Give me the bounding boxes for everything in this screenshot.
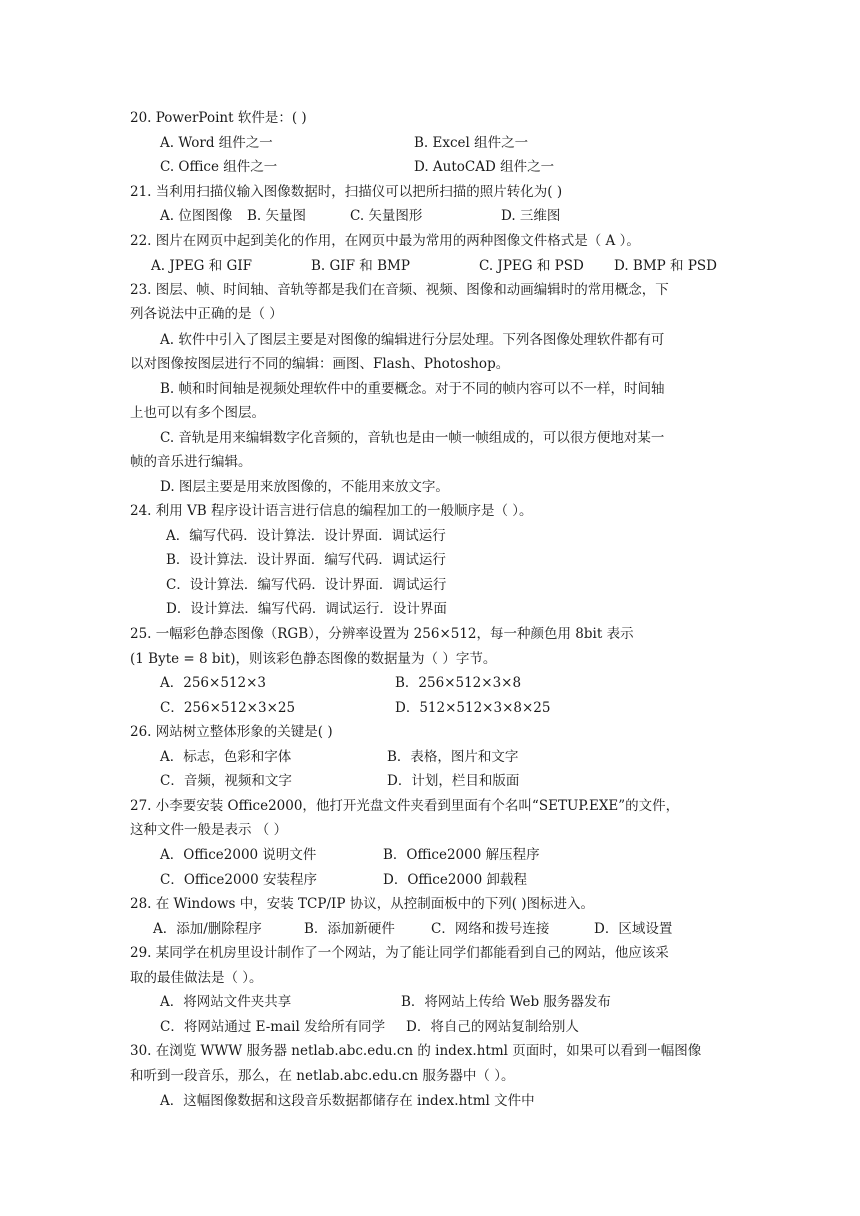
question-text-line-1: 30. 在浏览 WWW 服务器 netlab.abc.edu.cn 的 index.html 页面时，如果可以看到一幅图像 [130,1043,702,1059]
question-text-line-2: 和听到一段音乐，那么，在 netlab.abc.edu.cn 服务器中（ ）。 [130,1068,515,1084]
option-b: B. Excel 组件之一 [414,135,529,151]
option-a: A. Word 组件之一 [160,135,273,151]
question-text-line-1: 29. 某同学在机房里设计制作了一个网站，为了能让同学们都能看到自己的网站，他应该采 [130,945,669,961]
option-a: A．编写代码．设计算法．设计界面．调试运行 [166,528,446,544]
option-b: B．添加新硬件 [304,921,395,937]
option-a: A. JPEG 和 GIF [151,258,253,274]
option-d: D. 三维图 [501,208,561,224]
option-d: D．512×512×3×8×25 [395,700,551,716]
option-d: D. BMP 和 PSD [614,258,717,274]
question-text-line-2: 这种文件一般是表示 （ ） [130,822,288,838]
option-b: B. 矢量图 [247,208,307,224]
option-b: B．表格，图片和文字 [387,749,519,765]
option-b-line-2: 上也可以有多个图层。 [130,405,265,421]
option-d: D．将自己的网站复制给别人 [406,1019,579,1035]
question-text: 26. 网站树立整体形象的关键是( ) [130,724,333,740]
option-d: D．设计算法．编写代码．调试运行．设计界面 [166,601,447,617]
option-c: C. 矢量图形 [350,208,423,224]
option-c: C．设计算法．编写代码．设计界面．调试运行 [166,577,447,593]
question-text: 21. 当利用扫描仪输入图像数据时，扫描仪可以把所扫描的照片转化为( ) [130,184,563,200]
option-c: C．256×512×3×25 [160,700,296,716]
option-c: C．网络和拨号连接 [431,921,550,937]
option-c: C．将网站通过 E-mail 发给所有同学 [160,1019,386,1035]
option-c: C. JPEG 和 PSD [479,258,584,274]
option-a: A．256×512×3 [160,675,266,691]
question-text: 22. 图片在网页中起到美化的作用，在网页中最为常用的两种图像文件格式是（ A ）。 [130,233,640,249]
question-text-line-2: 取的最佳做法是（ ）。 [130,970,263,986]
option-a: A．这幅图像数据和这段音乐数据都储存在 index.html 文件中 [160,1093,535,1109]
question-text: 20. PowerPoint 软件是：( ) [130,110,307,126]
option-a: A. 位图图像 [160,208,233,224]
question-text-line-1: 23. 图层、帧、时间轴、音轨等都是我们在音频、视频、图像和动画编辑时的常用概念，下 [130,282,669,298]
question-text: 28. 在 Windows 中，安装 TCP/IP 协议，从控制面板中的下列( )图标进入。 [130,896,595,912]
option-c: C．音频，视频和文字 [160,773,292,789]
option-b: B．256×512×3×8 [395,675,522,691]
question-text: 24. 利用 VB 程序设计语言进行信息的编程加工的一般顺序是（ ）。 [130,503,533,519]
option-a-line-1: A. 软件中引入了图层主要是对图像的编辑进行分层处理。下列各图像处理软件都有可 [160,332,665,348]
option-c-line-1: C. 音轨是用来编辑数字化音频的，音轨也是由一帧一帧组成的，可以很方便地对某一 [160,430,665,446]
option-b: B．Office2000 解压程序 [383,847,540,863]
option-b: B．设计算法．设计界面．编写代码．调试运行 [166,552,446,568]
option-a-line-2: 以对图像按图层进行不同的编辑：画图、Flash、Photoshop。 [130,356,510,372]
option-c: C. Office 组件之一 [160,159,278,175]
question-text-line-1: 27. 小李要安装 Office2000，他打开光盘文件夹看到里面有个名叫“SETUP.EXE”的文件， [130,798,680,814]
option-c: C．Office2000 安装程序 [160,872,318,888]
option-c-line-2: 帧的音乐进行编辑。 [130,454,252,470]
option-d: D. 图层主要是用来放图像的，不能用来放文字。 [160,479,449,495]
option-a: A．Office2000 说明文件 [160,847,317,863]
option-d: D．Office2000 卸载程 [383,872,527,888]
option-a: A．添加/删除程序 [153,921,262,937]
question-text-line-2: (1 Byte = 8 bit)，则该彩色静态图像的数据量为（ ）字节。 [130,651,497,667]
option-a: A．将网站文件夹共享 [160,994,292,1010]
option-b-line-1: B. 帧和时间轴是视频处理软件中的重要概念。对于不同的帧内容可以不一样，时间轴 [160,381,665,397]
option-d: D. AutoCAD 组件之一 [414,159,555,175]
option-b: B．将网站上传给 Web 服务器发布 [401,994,611,1010]
question-text-line-2: 列各说法中正确的是（ ） [130,306,283,322]
option-d: D．计划，栏目和版面 [387,773,520,789]
option-b: B. GIF 和 BMP [311,258,410,274]
question-text-line-1: 25. 一幅彩色静态图像（RGB），分辨率设置为 256×512，每一种颜色用 8bit 表示 [130,626,634,642]
option-a: A．标志，色彩和字体 [160,749,292,765]
option-d: D．区域设置 [594,921,673,937]
